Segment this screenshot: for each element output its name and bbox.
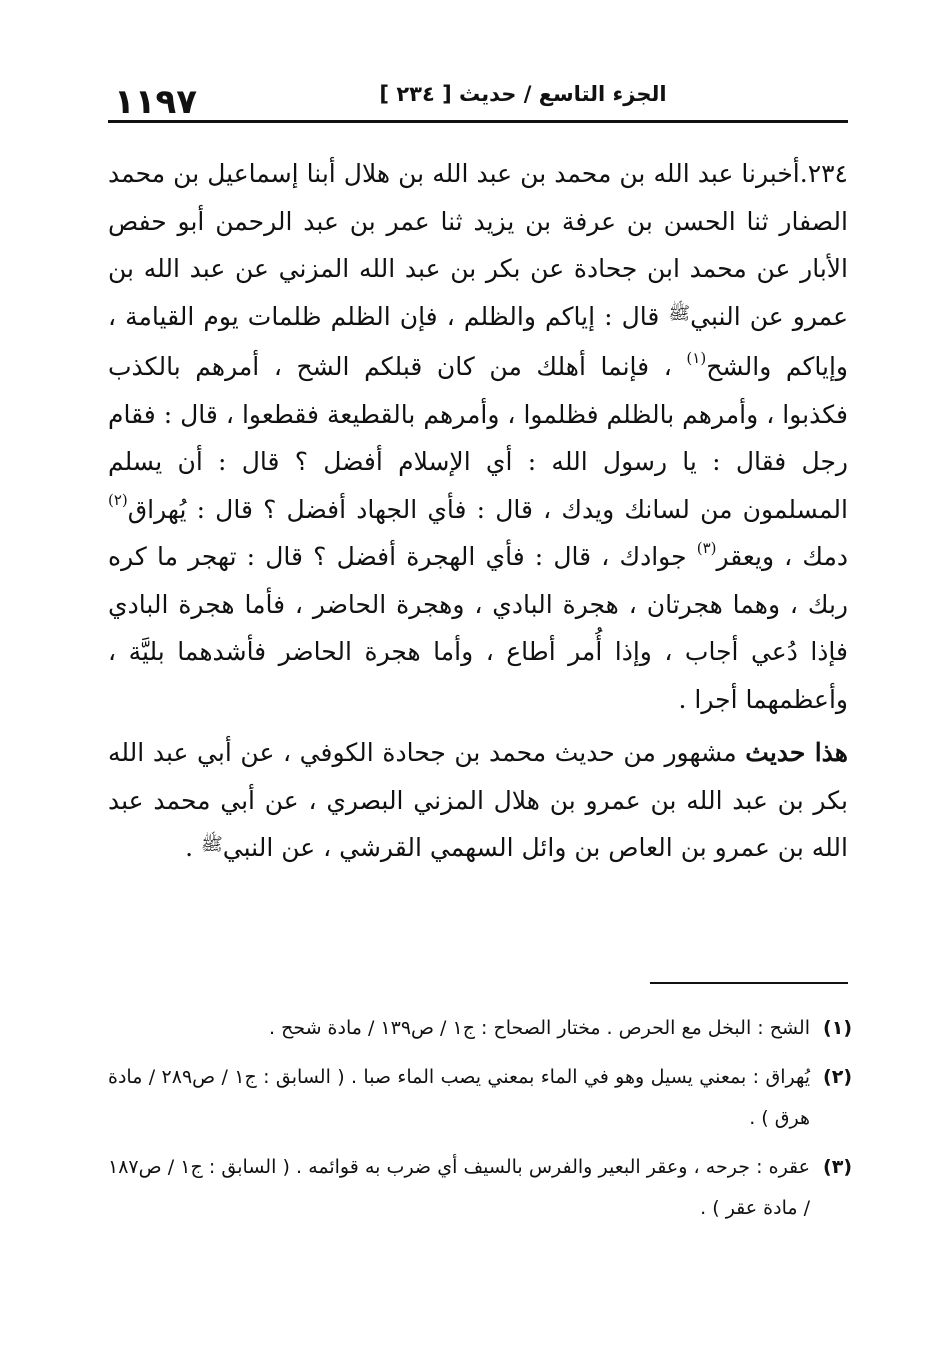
page-header xyxy=(108,70,848,122)
commentary-paragraph xyxy=(108,729,848,875)
hadith-text-1: أخبرنا عبد الله بن محمد بن عبد الله بن هلال أبنا إسماعيل بن محمد الصفار ثنا الحسن بن عرفة بن يزيد ثنا عمر بن عبد الرحمن أبو حفص الأبار عن محمد ابن جحادة عن بكر بن عبد الله المزني عن عبد الله بن عمرو عن النبي xyxy=(108,159,848,331)
running-head: الجزء التاسع / حديث [ ٢٣٤ ] xyxy=(379,82,667,106)
footnote-mark: (٢) xyxy=(823,1066,852,1088)
footnote-mark: (٣) xyxy=(823,1156,852,1178)
header-rule xyxy=(108,120,848,123)
footnote-text: الشح : البخل مع الحرص . مختار الصحاح : ج١ / ص١٣٩ / مادة شحح . xyxy=(268,1017,810,1039)
hadith-number: ٢٣٤. xyxy=(799,159,848,188)
commentary-end: . xyxy=(185,833,202,862)
footnote-ref-1[interactable]: (١) xyxy=(686,348,707,367)
hadith-text-2: قال : إياكم والظلم ، فإن الظلم ظلمات يوم القيامة ، وإياكم والشح xyxy=(108,301,849,381)
footnote-ref-2[interactable]: (٢) xyxy=(108,491,128,510)
pbuh-glyph: ﷺ xyxy=(668,302,691,324)
footnote-separator xyxy=(650,982,848,984)
pbuh-glyph: ﷺ xyxy=(201,834,223,855)
hadith-text-3: ، فإنما أهلك من كان قبلكم الشح ، أمرهم بالكذب فكذبوا ، وأمرهم بالظلم فظلموا ، وأمرهم بالقطيعة فقطعوا ، قال : فقام رجل فقال : يا رسول الله : أي الإسلام أفضل ؟ قال : أن يسلم المسلمون من لسانك ويدك ، قال : فأي الجهاد أفضل ؟ قال : يُهراق xyxy=(108,352,848,524)
footnote-text: يُهراق : بمعني يسيل وهو في الماء بمعني يصب الماء صبا . ( السابق : ج١ / ص٢٨٩ / مادة هرق ) . xyxy=(108,1066,810,1129)
commentary-text: مشهور من حديث محمد بن جحادة الكوفي ، عن أبي عبد الله بكر بن عبد الله بن عمرو بن هلال المزني البصري ، عن أبي محمد عبد الله بن عمرو بن العاص بن وائل السهمي القرشي ، عن النبي xyxy=(108,738,848,862)
hadith-text-5: جوادك ، قال : فأي الهجرة أفضل ؟ قال : تهجر ما كره ربك ، وهما هجرتان ، هجرة البادي ، وهجرة الحاضر ، فأما هجرة البادي فإذا دُعي أجاب ، وإذا أُمر أطاع ، وأما هجرة الحاضر فأشدهما بليَّة ، وأعظمهما أجرا . xyxy=(108,542,848,714)
footnote-text: عقره : جرحه ، وعقر البعير والفرس بالسيف أي ضرب به قوائمه . ( السابق : ج١ / ص١٨٧ / مادة عقر ) . xyxy=(108,1156,811,1219)
footnote-1 xyxy=(108,1008,852,1049)
footnote-ref-3[interactable]: (٣) xyxy=(696,538,717,557)
hadith-paragraph xyxy=(108,150,848,723)
hadith-text-4: دمك ، ويعقر xyxy=(716,542,848,571)
main-text xyxy=(108,150,848,875)
footnote-mark: (١) xyxy=(823,1017,852,1039)
page-number: ١١٩٧ xyxy=(114,82,198,122)
footnote-3 xyxy=(108,1147,852,1229)
commentary-lead: هذا حديث xyxy=(745,738,848,767)
footnotes xyxy=(108,1008,852,1229)
footnote-2 xyxy=(108,1057,852,1139)
